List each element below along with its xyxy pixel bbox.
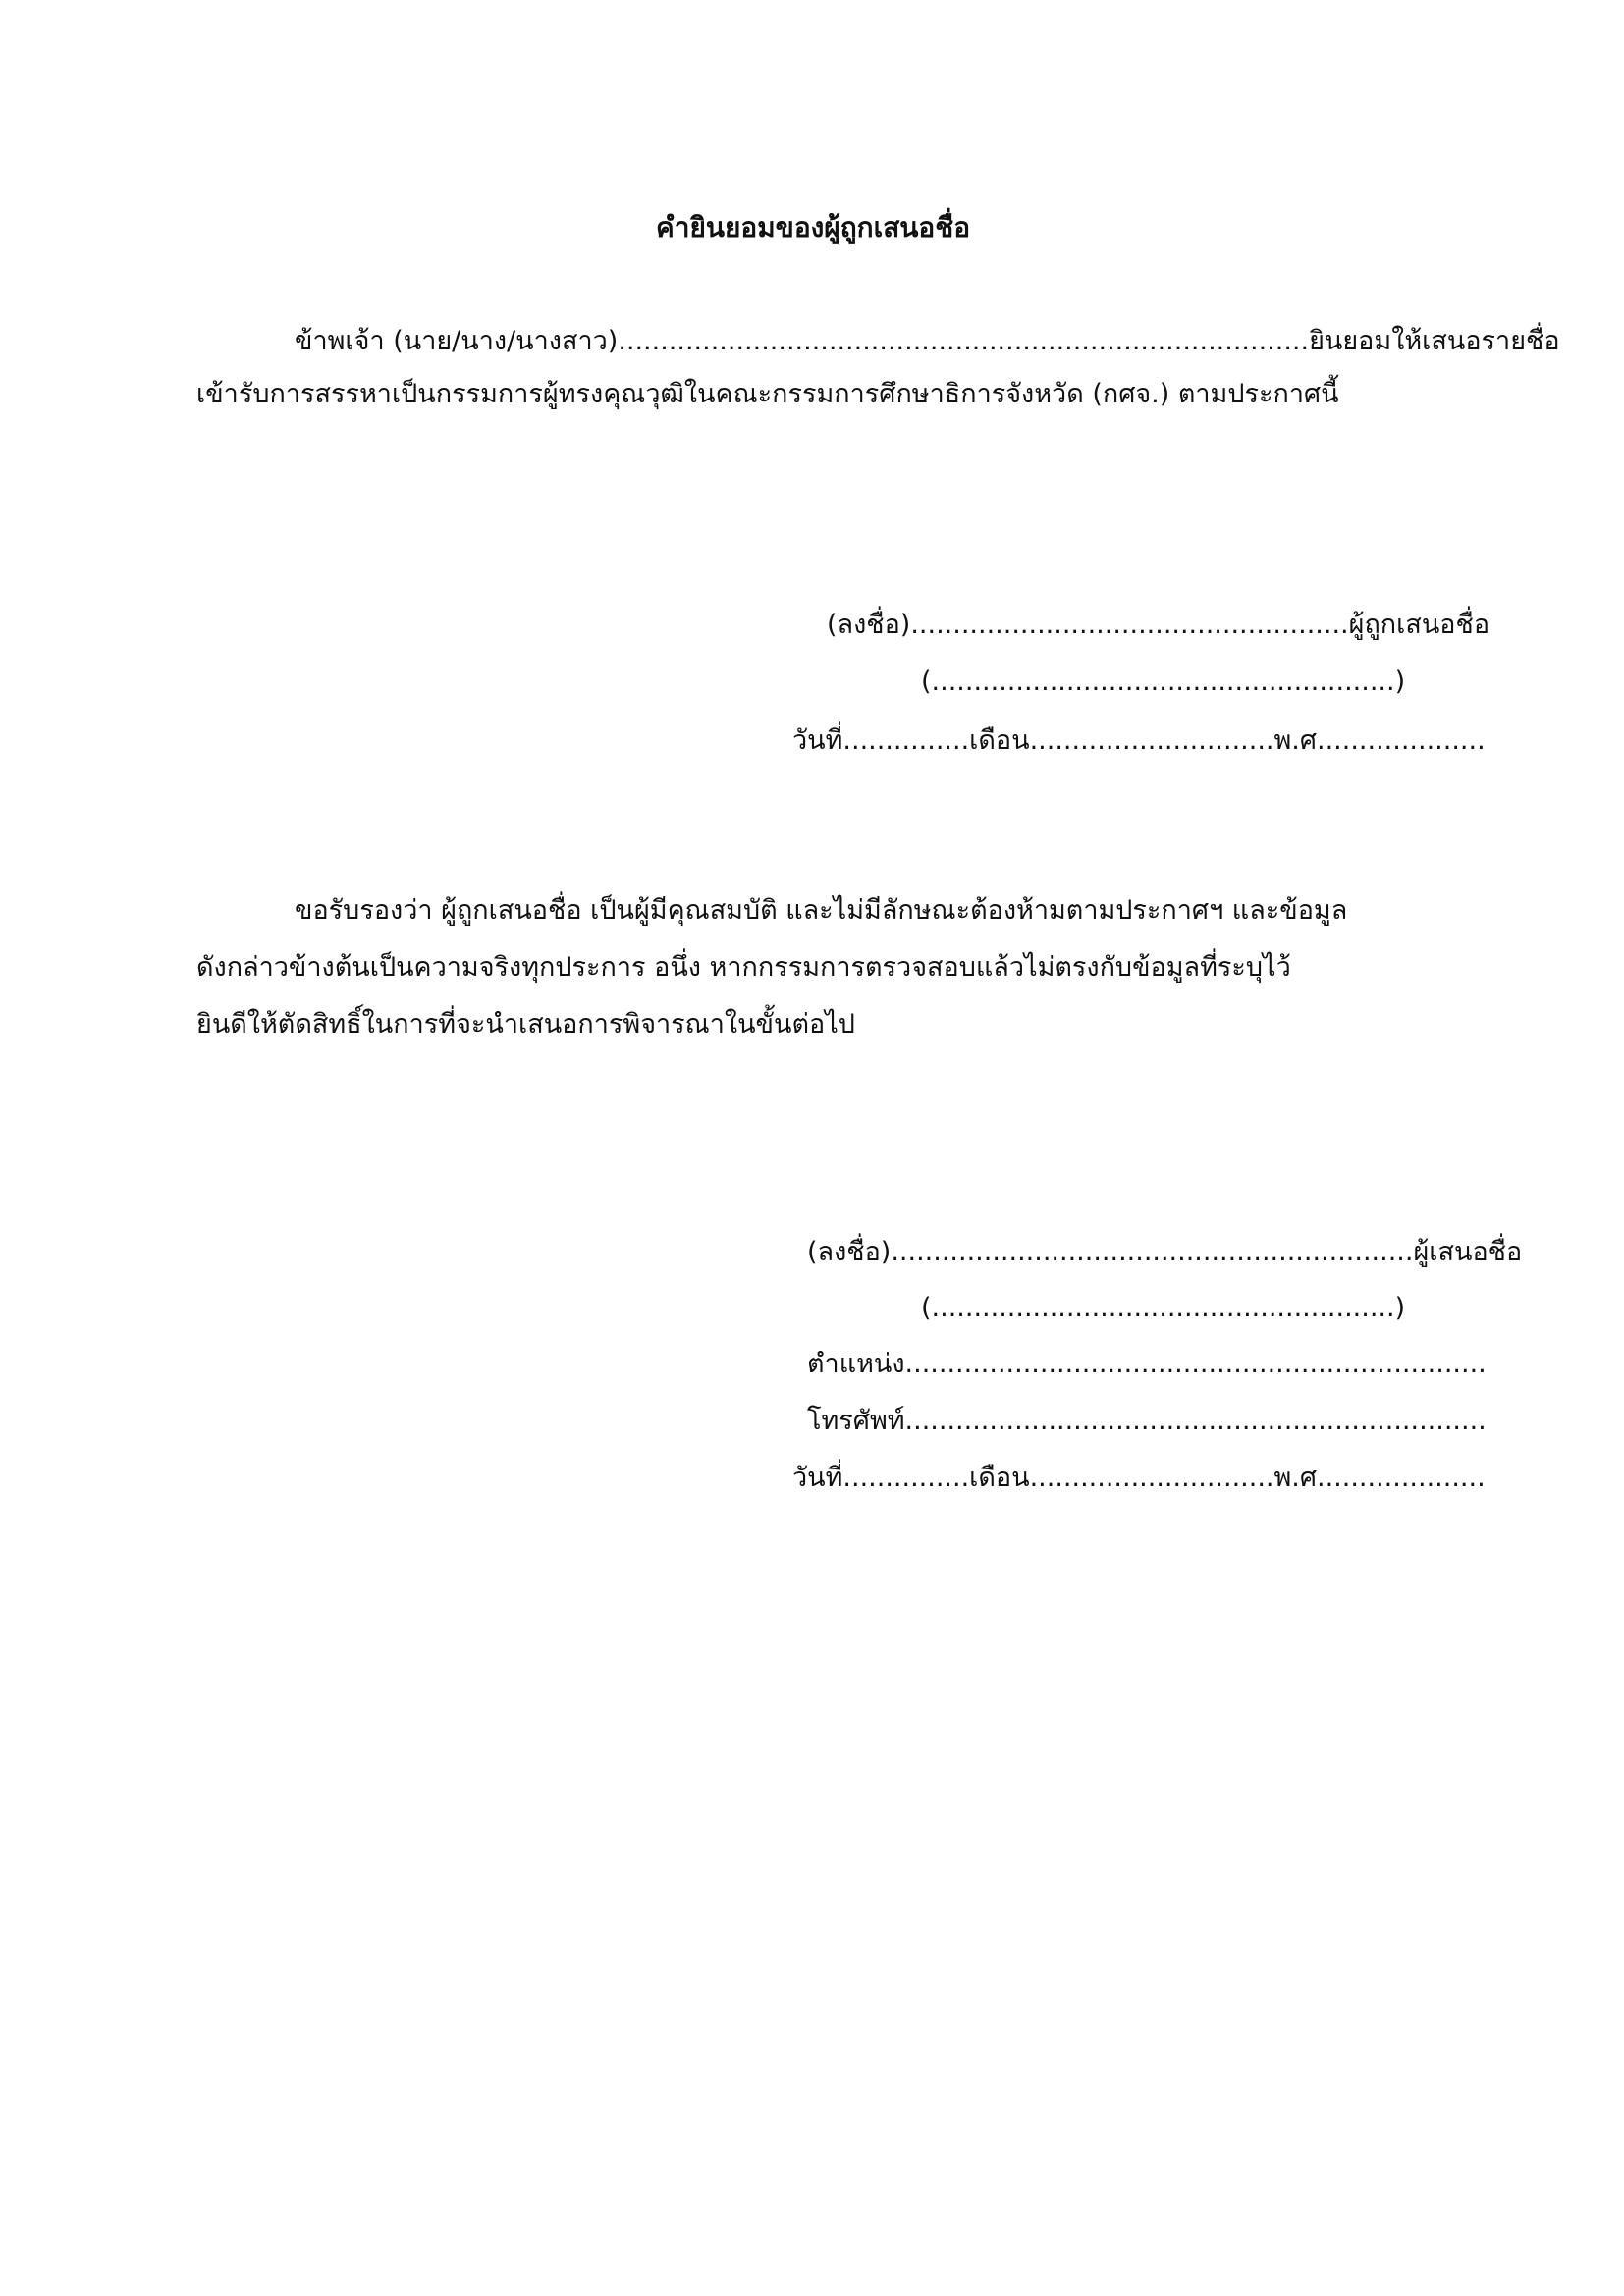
nominee-name-line: (.......................................................) — [921, 667, 1406, 697]
certification-line-1: ขอรับรองว่า ผู้ถูกเสนอชื่อ เป็นผู้มีคุณสมบัติ และไม่มีลักษณะต้องห้ามตามประกาศฯ และข้อมูล — [295, 895, 1348, 926]
consent-line-1: ข้าพเจ้า (นาย/นาง/นางสาว)..................................................................................ยินยอมให้เสนอรายชื่อ — [295, 326, 1560, 356]
certification-line-3: ยินดีให้ตัดสิทธิ์ในการที่จะนำเสนอการพิจารณาในขั้นต่อไป — [196, 1009, 855, 1040]
proposer-date-line: วันที่...............เดือน.............................พ.ศ.................... — [792, 1463, 1486, 1493]
certification-line-2: ดังกล่าวข้างต้นเป็นความจริงทุกประการ อนึ่ง หากกรรมการตรวจสอบแล้วไม่ตรงกับข้อมูลที่ระบุไว้ — [196, 952, 1291, 983]
proposer-name-line: (.......................................................) — [921, 1293, 1406, 1323]
proposer-phone-line: โทรศัพท์..................................................................... — [807, 1406, 1487, 1436]
consent-line-2: เข้ารับการสรรหาเป็นกรรมการผู้ทรงคุณวุฒิในคณะกรรมการศึกษาธิการจังหวัด (กศจ.) ตามประกาศนี้ — [196, 379, 1339, 409]
nominee-date-line: วันที่...............เดือน.............................พ.ศ.................... — [792, 725, 1486, 756]
document-title: คำยินยอมของผู้ถูกเสนอชื่อ — [656, 211, 971, 243]
proposer-sign-line: (ลงชื่อ)..............................................................ผู้เสนอชื่อ — [807, 1237, 1523, 1267]
nominee-sign-line: (ลงชื่อ)....................................................ผู้ถูกเสนอชื่อ — [827, 610, 1490, 640]
proposer-position-line: ตำแหน่ง..................................................................... — [807, 1349, 1487, 1379]
